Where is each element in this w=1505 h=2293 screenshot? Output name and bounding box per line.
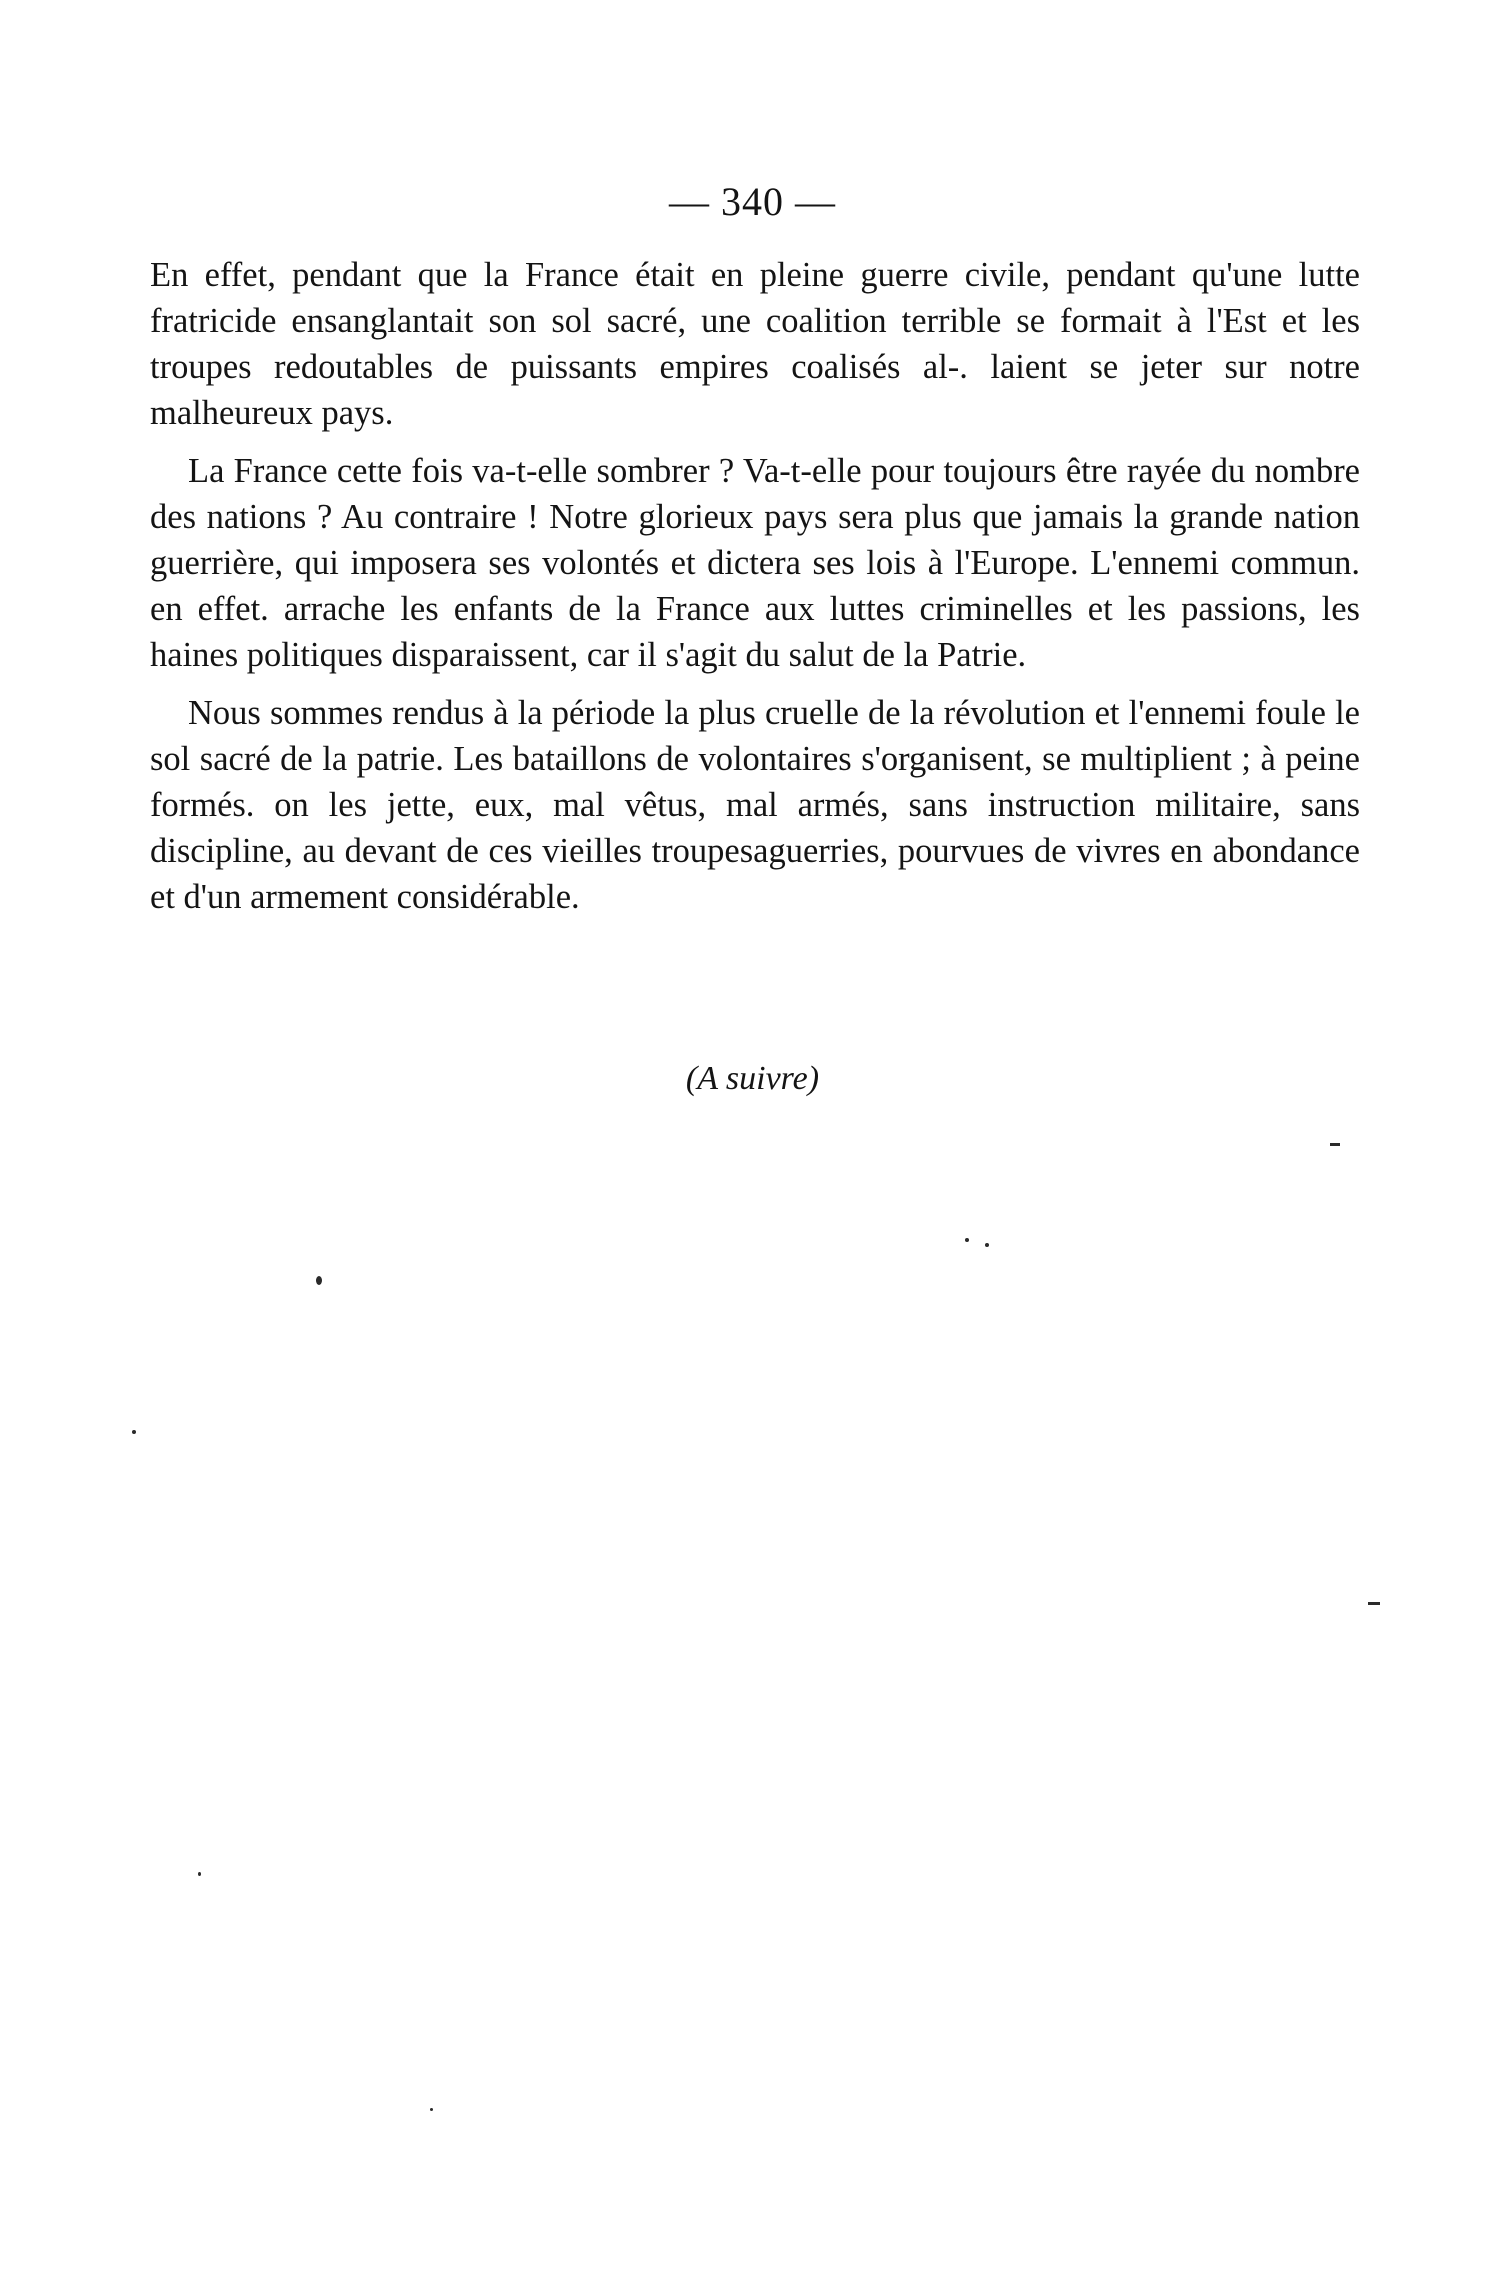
paragraph-1: En effet, pendant que la France était en pleine guerre civile, pendant qu'une lutte fratricide ensanglantait son sol sacré, une coalition terrible se formait à l'Est et les troupes redoutables de puissants empires coalisés al-. laient se jeter sur notre malheureux pays.	[150, 256, 1360, 432]
scan-speck	[198, 1872, 201, 1876]
paragraph-2: La France cette fois va-t-elle sombrer ? Va-t-elle pour toujours être rayée du nombre des nations ? Au contraire ! Notre glorieux pays sera plus que jamais la grande nation guerrière, qui imposera ses volontés et dictera ses lois à l'Europe. L'ennemi commun. en effet. arrache les enfants de la France aux luttes criminelles et les passions, les haines politiques disparaissent, car il s'agit du salut de la Patrie.	[150, 452, 1360, 674]
scan-speck	[965, 1238, 969, 1242]
scan-speck	[1330, 1143, 1340, 1146]
scan-speck	[430, 2108, 433, 2111]
scan-speck	[132, 1430, 136, 1434]
continuation-note: (A suivre)	[685, 1060, 820, 1097]
page-number: — 340 —	[669, 179, 836, 224]
scan-speck	[1368, 1602, 1380, 1605]
paragraph-3: Nous sommes rendus à la période la plus cruelle de la révolution et l'ennemi foule le sol sacré de la patrie. Les bataillons de volontaires s'organisent, se multiplient ; à peine formés. on les jette, eux, mal vêtus, mal armés, sans instruction militaire, sans discipline, au devant de ces vieilles troupesaguerries, pourvues de vivres en abondance et d'un armement considérable.	[150, 694, 1360, 916]
body-text	[150, 252, 1360, 932]
scan-speck	[985, 1243, 989, 1247]
scan-speck	[316, 1276, 322, 1285]
